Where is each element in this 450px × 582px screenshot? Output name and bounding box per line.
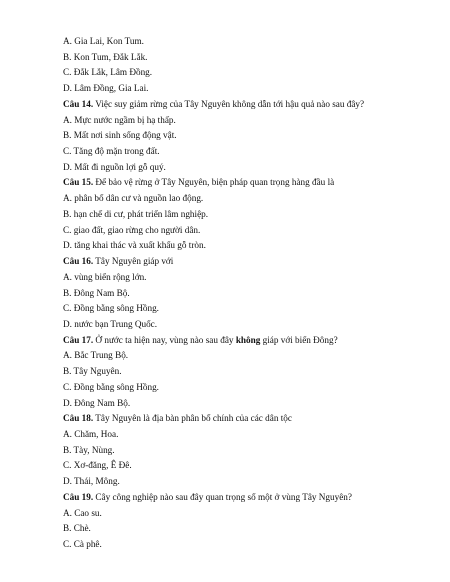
answer-option: C. Đồng bằng sông Hồng.	[63, 303, 159, 314]
question-text: Ở nước ta hiện nay, vùng nào sau đây	[93, 334, 236, 345]
question-line	[63, 256, 173, 267]
answer-option: A. Bắc Trung Bộ.	[63, 350, 129, 361]
question-line	[63, 492, 352, 503]
question-number: Câu 15.	[63, 177, 94, 188]
question-number: Câu 17.	[63, 334, 94, 345]
answer-option: C. Cà phê.	[63, 539, 102, 550]
answer-option: A. Mực nước ngầm bị hạ thấp.	[63, 114, 176, 125]
answer-option: A. Cao su.	[63, 507, 102, 518]
answer-option: D. Đông Nam Bộ.	[63, 397, 131, 408]
answer-option: B. hạn chế di cư, phát triển lâm nghiệp.	[63, 208, 209, 219]
question-line	[63, 413, 292, 424]
question-text: Việc suy giảm rừng của Tây Nguyên không dẫn tới hậu quả nào sau đây?	[93, 98, 365, 109]
question-number: Câu 19.	[63, 491, 94, 502]
answer-option: B. Tây Nguyên.	[63, 366, 122, 377]
question-text: Tây Nguyên là địa bàn phân bố chính của các dân tộc	[93, 413, 292, 424]
answer-option: A. Chăm, Hoa.	[63, 429, 119, 439]
question-line	[63, 177, 334, 188]
question-text: Tây Nguyên giáp với	[93, 256, 174, 267]
answer-option: A. vùng biển rộng lớn.	[63, 271, 147, 282]
answer-option: D. nước bạn Trung Quốc.	[63, 318, 158, 329]
question-text-tail: giáp với biển Đông?	[260, 334, 338, 345]
answer-option: B. Kon Tum, Đắk Lắk.	[63, 51, 148, 62]
answer-option: D. Lâm Đồng, Gia Lai.	[63, 83, 149, 94]
answer-option: B. Tày, Nùng.	[63, 444, 115, 455]
answer-option: D. tăng khai thác và xuất khẩu gỗ tròn.	[63, 240, 206, 251]
answer-option: A. Gia Lai, Kon Tum.	[63, 36, 144, 46]
answer-option: B. Chè.	[63, 523, 91, 534]
answer-option: B. Đông Nam Bộ.	[63, 287, 130, 298]
answer-option: A. phân bố dân cư và nguồn lao động.	[63, 193, 204, 204]
question-emphasis: không	[235, 334, 261, 345]
answer-option: B. Mất nơi sinh sống động vật.	[63, 130, 177, 141]
answer-option: C. Tăng độ mặn trong đất.	[63, 146, 160, 157]
question-line	[63, 335, 338, 346]
answer-option: C. Đắk Lắk, Lâm Đồng.	[63, 67, 153, 78]
question-text: Cây công nghiệp nào sau đây quan trọng số một ở vùng Tây Nguyên?	[93, 491, 352, 502]
answer-option: C. giao đất, giao rừng cho người dân.	[63, 224, 201, 235]
question-number: Câu 14.	[63, 98, 94, 109]
question-text: Để bảo vệ rừng ở Tây Nguyên, biện pháp quan trọng hàng đầu là	[93, 177, 335, 188]
question-number: Câu 16.	[63, 256, 94, 267]
answer-option: D. Thái, Mông.	[63, 476, 120, 487]
answer-option: C. Xơ-đăng, Ê Đê.	[63, 460, 132, 471]
answer-option: D. Mất đi nguồn lợi gỗ quý.	[63, 161, 166, 172]
question-line	[63, 99, 364, 110]
answer-option: C. Đồng bằng sông Hồng.	[63, 381, 159, 392]
question-number: Câu 18.	[63, 413, 94, 424]
